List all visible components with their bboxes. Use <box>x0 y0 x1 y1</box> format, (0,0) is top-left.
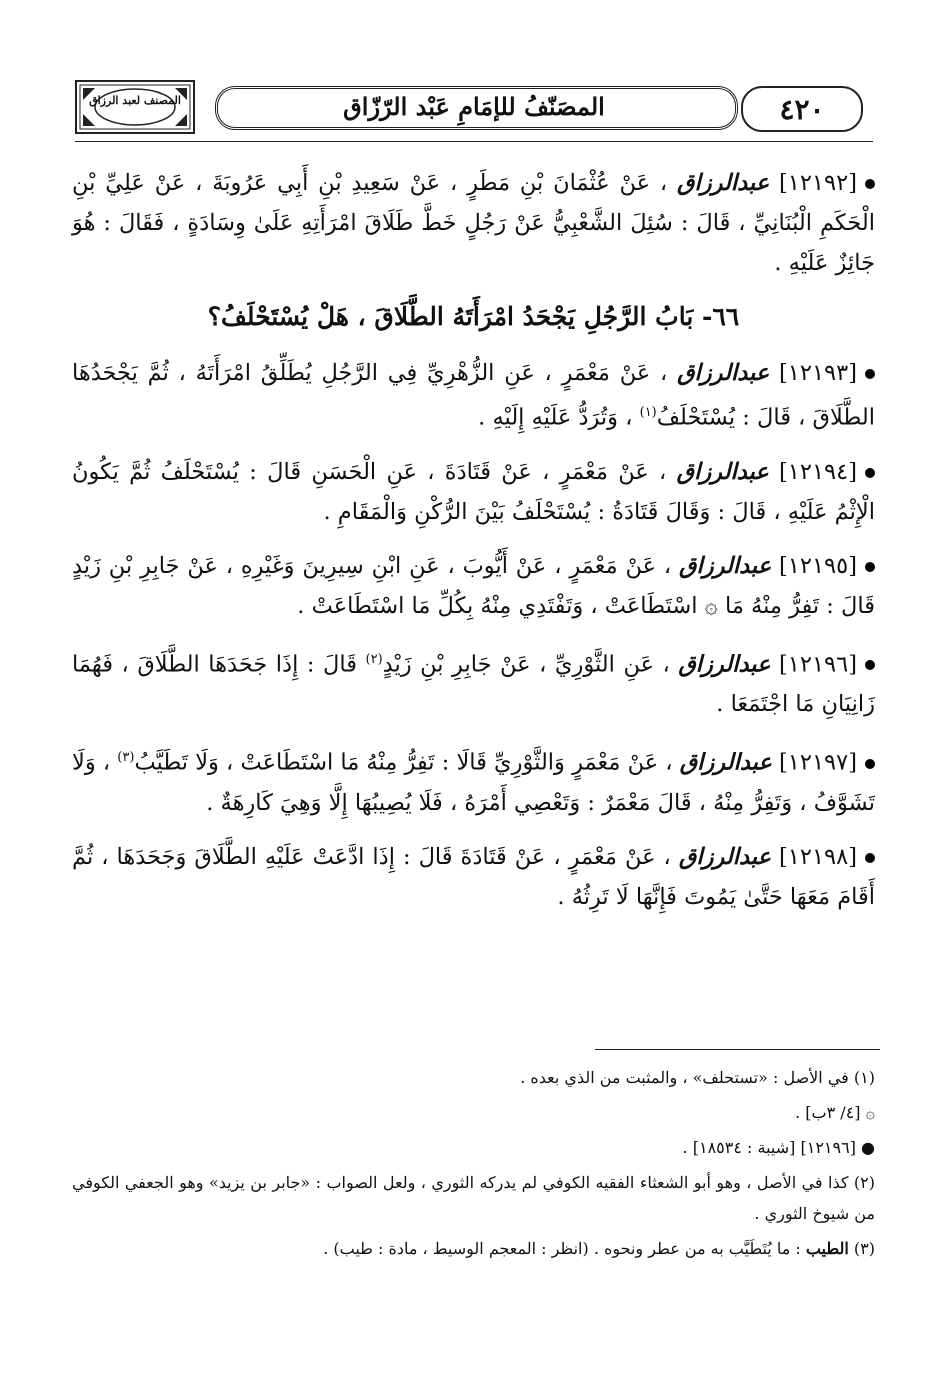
hadith-text-continued: ، وَتُرَدُّ عَلَيْهِ إِلَيْهِ . <box>478 404 633 431</box>
footnote-label: (١) <box>853 1068 875 1087</box>
hadith-number: [١٢١٩٥] <box>779 552 858 579</box>
bullet-icon <box>865 369 875 379</box>
footnote-label: ۞ <box>865 1103 875 1122</box>
footnote-marker: (٢) <box>365 651 383 667</box>
page-header <box>75 78 873 138</box>
hadith-number: [١٢١٩٤] <box>779 458 858 485</box>
footnote <box>72 1132 875 1163</box>
footnote <box>72 1062 875 1093</box>
hadith-entry <box>72 163 875 283</box>
bullet-icon <box>865 660 875 670</box>
hadith-text: ، عَنْ مَعْمَرٍ ، عَنِ الزُّهْرِيِّ فِي الرَّجُلِ يُطَلِّقُ امْرَأَتَهُ ، ثُمَّ يَجْحَدُهَا الطَّلَاقَ ، قَالَ : يُسْتَحْلَفُ <box>72 360 875 431</box>
hadith-text: ، عَنْ عُثْمَانَ بْنِ مَطَرٍ ، عَنْ سَعِيدِ بْنِ أَبِي عَرُوبَةَ ، عَنْ عَلِيِّ بْنِ الْحَكَمِ الْبُنَانِيِّ ، قَالَ : سُئِلَ الشَّعْبِيُّ عَنْ رَجُلٍ خَطَّ طَلَاقَ امْرَأَتِهِ عَلَىٰ وِسَادَةٍ ، فَقَالَ : هُوَ جَائِزٌ عَلَيْهِ . <box>72 170 875 276</box>
hadith-number: [١٢١٩٨] <box>779 843 858 870</box>
footnote-text: [١٢١٩٦] [شيبة : ١٨٥٣٤] . <box>682 1138 856 1157</box>
hadith-number: [١٢١٩٣] <box>779 360 858 386</box>
footnote-marker: (١) <box>639 405 657 420</box>
footnote-label: (٢) <box>853 1173 875 1192</box>
hadith-number: [١٢١٩٦] <box>779 651 858 677</box>
header-rule <box>75 141 873 142</box>
hadith-text: ، عَنْ مَعْمَرٍ ، عَنْ قَتَادَةَ قَالَ : إِذَا ادَّعَتْ عَلَيْهِ الطَّلَاقَ وَجَحَدَهَا ، ثُمَّ أَقَامَ مَعَهَا حَتَّىٰ يَمُوتَ فَإِنَّهَا لَا تَرِثُهُ . <box>72 843 875 910</box>
hadith-entry <box>72 640 875 725</box>
footnote-term: الطيب <box>805 1239 849 1258</box>
running-title: المصَنّفُ للإمَامِ عَبْد الرّزّاق <box>343 92 605 121</box>
hadith-entry <box>72 837 875 917</box>
hadith-entry <box>72 546 875 626</box>
hadith-text: ، عَنْ مَعْمَرٍ ، عَنْ قَتَادَةَ ، عَنِ الْحَسَنِ قَالَ : يُسْتَحْلَفُ ثُمَّ يَكُونُ الْإِثْمُ عَلَيْهِ ، قَالَ : وَقَالَ قَتَادَةُ : يُسْتَحْلَفُ بَيْنَ الرُّكْنِ وَالْمَقَامِ . <box>72 458 875 525</box>
hadith-entry <box>72 452 875 532</box>
footnote-text: [٤/ ٣ب] . <box>795 1103 861 1122</box>
footnote-label: (٣) <box>853 1239 875 1258</box>
hadith-number: [١٢١٩٧] <box>779 749 858 776</box>
hadith-text: ، عَنْ مَعْمَرٍ ، عَنْ أَيُّوبَ ، عَنِ ابْنِ سِيرِينَ وَغَيْرِهِ ، عَنْ جَابِرِ بْنِ زَيْدٍ قَالَ : تَفِرُّ مِنْهُ مَا ۞ اسْتَطَاعَتْ ، وَتَفْتَدِي مِنْهُ بِكُلِّ مَا اسْتَطَاعَتْ . <box>72 552 875 619</box>
author-name: عبدالرزاق <box>677 360 770 386</box>
hadith-number: [١٢١٩٢] <box>778 170 857 196</box>
chapter-heading: ٦٦- بَابُ الرَّجُلِ يَجْحَدُ امْرَأَتَهُ الطَّلَاقَ ، هَلْ يُسْتَحْلَفُ؟ <box>207 302 740 331</box>
footnote <box>72 1167 875 1229</box>
bullet-icon <box>865 853 875 863</box>
author-name: عبدالرزاق <box>678 651 771 677</box>
footnote <box>72 1233 875 1264</box>
hadith-entry <box>72 353 875 438</box>
footnote-marker: (٣) <box>117 750 135 765</box>
hadith-text: ، عَنِ الثَّوْرِيِّ ، عَنْ جَابِرِ بْنِ زَيْدٍ <box>382 651 670 677</box>
footnote-text: : ما يُتَطَيَّب به من عطر ونحوه . (انظر : المعجم الوسيط ، مادة : طيب) . <box>323 1239 801 1258</box>
hadith-text-continued: ، وَلَا تَشَوَّفُ ، وَتَفِرُّ مِنْهُ ، قَالَ مَعْمَرٌ : وَتَعْصِي أَمْرَهُ ، فَلَا يُصِيبُهَا إِلَّا وَهِيَ كَارِهَةٌ . <box>72 749 875 816</box>
hadith-entry <box>72 738 875 823</box>
book-seal-icon <box>75 80 195 134</box>
author-name: عبدالرزاق <box>677 170 770 196</box>
footnote-label: ● <box>861 1138 875 1157</box>
page-number: ٤٢٠ <box>741 86 863 132</box>
footnotes <box>72 1062 875 1268</box>
author-name: عبدالرزاق <box>676 458 769 485</box>
author-name: عبدالرزاق <box>679 552 772 579</box>
hadith-text-continued: قَالَ : إِذَا جَحَدَهَا الطَّلَاقَ ، فَهُمَا زَانِيَانِ مَا اجْتَمَعَا . <box>72 651 875 717</box>
footnote-text: كذا في الأصل ، وهو أبو الشعثاء الفقيه الكوفي لم يدركه الثوري ، ولعل الصواب : «جابر بن يزيد» وهو الجعفي الكوفي من شيوخ الثوري . <box>72 1173 875 1223</box>
hadith-text: ، عَنْ مَعْمَرٍ وَالثَّوْرِيِّ قَالَا : تَفِرُّ مِنْهُ مَا اسْتَطَاعَتْ ، وَلَا تَطَيَّبُ <box>134 749 673 776</box>
bullet-icon <box>865 179 875 189</box>
footnote-separator <box>595 1049 880 1050</box>
bullet-icon <box>865 468 875 478</box>
main-text <box>72 163 875 931</box>
author-name: عبدالرزاق <box>679 749 772 776</box>
footnote <box>72 1097 875 1128</box>
footnote-text: في الأصل : «تستحلف» ، والمثبت من الذي بعده . <box>520 1068 849 1087</box>
author-name: عبدالرزاق <box>678 843 771 870</box>
bullet-icon <box>865 562 875 572</box>
seal-lettering: المصنف لعبد الرزاق <box>89 94 181 107</box>
bullet-icon <box>865 759 875 769</box>
